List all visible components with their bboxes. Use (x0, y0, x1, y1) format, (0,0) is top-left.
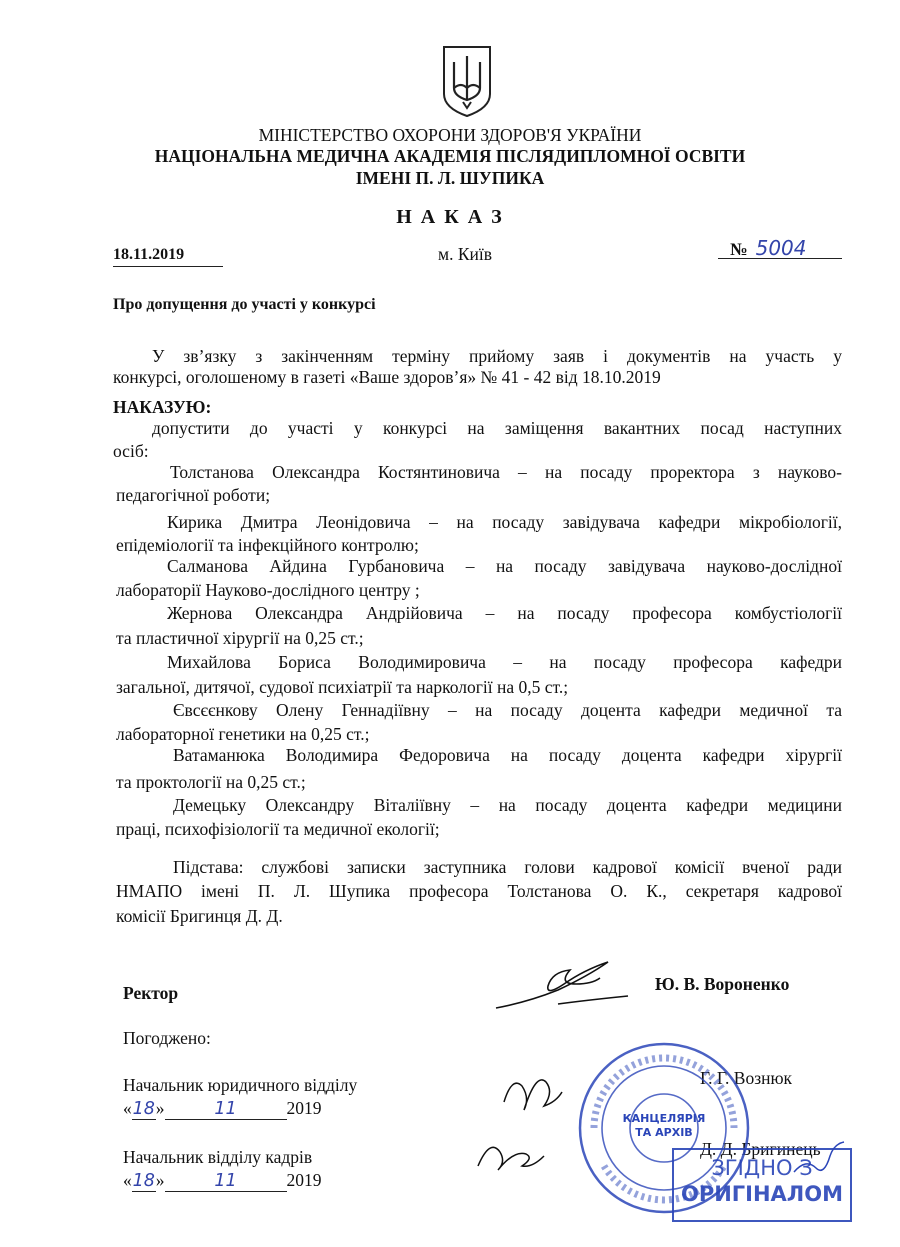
rector-signature (488, 950, 638, 1020)
candidate-line-2: епідеміології та інфекційного контролю; (116, 535, 419, 555)
candidate-line-1: Ватаманюка Володимира Федоровича на посаду доцента кафедри хірургії (173, 745, 842, 765)
candidate-line-2: праці, психофізіології та медичної екології; (116, 819, 440, 839)
hr-head-date: «18» 11 2019 (123, 1170, 322, 1191)
basis-line-3: комісії Бригинця Д. Д. (116, 906, 283, 926)
copy-stamp-signature (790, 1136, 850, 1186)
candidate-line-2: та пластичної хірургії на 0,25 ст.; (116, 628, 364, 648)
ministry-name: МІНІСТЕРСТВО ОХОРОНИ ЗДОРОВ'Я УКРАЇНИ (258, 125, 642, 145)
basis-line-2: НМАПО імені П. Л. Шупика професора Толстанова О. К., секретаря кадрової (116, 881, 842, 901)
order-word: НАКАЗУЮ: (113, 397, 212, 417)
candidate-line-2: педагогічної роботи; (116, 485, 271, 505)
copy-stamp-line-2: ОРИГІНАЛОМ (680, 1182, 844, 1206)
candidate-line-2: лабораторії Науково-дослідного центру ; (116, 580, 420, 600)
legal-head-date: «18» 11 2019 (123, 1098, 322, 1119)
intro-line-1: У зв’язку з закінченням терміну прийому заяв і документів на участь у (152, 346, 842, 366)
rector-name: Ю. В. Вороненко (655, 974, 790, 994)
admit-line-1: допустити до участі у конкурсі на заміщення вакантних посад наступних (152, 418, 842, 438)
candidate-line-1: Демецьку Олександру Віталіївну – на посаду доцента кафедри медицини (173, 795, 842, 815)
order-number-prefix: № (730, 239, 748, 259)
academy-name-line1: НАЦІОНАЛЬНА МЕДИЧНА АКАДЕМІЯ ПІСЛЯДИПЛОМНОЇ ОСВІТИ (154, 146, 746, 166)
candidate-line-1: Толстанова Олександра Костянтиновича – на посаду проректора з науково- (170, 462, 842, 482)
seal-center-line-1: КАНЦЕЛЯРІЯ (622, 1112, 706, 1125)
candidate-line-2: загальної, дитячої, судової психіатрії та наркології на 0,5 ст.; (116, 677, 569, 697)
academy-name-line2: ІМЕНІ П. Л. ШУПИКА (355, 168, 545, 188)
hr-head-signature (470, 1126, 550, 1182)
seal-center-line-2: ТА АРХІВ (635, 1126, 693, 1139)
candidate-line-2: та проктології на 0,25 ст.; (116, 772, 306, 792)
order-number-handwritten: 5004 (755, 236, 807, 260)
candidate-line-1: Михайлова Бориса Володимировича – на посаду професора кафедри (167, 652, 842, 672)
basis-line-1: Підстава: службові записки заступника голови кадрової комісії вченої ради (173, 857, 842, 877)
candidate-line-1: Кирика Дмитра Леонідовича – на посаду завідувача кафедри мікробіології, (167, 512, 842, 532)
candidate-line-2: лабораторної генетики на 0,25 ст.; (116, 724, 370, 744)
order-subject: Про допущення до участі у конкурсі (113, 296, 376, 313)
intro-line-2: конкурсі, оголошеному в газеті «Ваше здоров’я» № 41 - 42 від 18.10.2019 (113, 367, 661, 387)
hr-head-title: Начальник відділу кадрів (123, 1147, 313, 1167)
copy-stamp-line-1: ЗГІДНО З (711, 1156, 813, 1180)
legal-head-signature (498, 1062, 568, 1122)
candidate-line-1: Жернова Олександра Андрійовича – на посаду професора комбустіології (167, 603, 842, 623)
document-type: Н А К А З (396, 206, 504, 228)
legal-head-name: Г. Г. Вознюк (700, 1068, 793, 1088)
agreed-label: Погоджено: (123, 1028, 211, 1048)
order-date: 18.11.2019 (113, 246, 223, 267)
order-city: м. Київ (438, 244, 492, 264)
hr-head-name: Д. Д. Бригинець (700, 1139, 821, 1159)
candidate-line-1: Євсєєнкову Олену Геннадіївну – на посаду доцента кафедри медичної та (173, 700, 842, 720)
rector-title: Ректор (123, 983, 179, 1003)
admit-line-2: осіб: (113, 441, 149, 461)
candidate-line-1: Салманова Айдина Гурбановича – на посаду завідувача науково-дослідної (167, 556, 842, 576)
coat-of-arms-icon (441, 44, 493, 118)
legal-head-title: Начальник юридичного відділу (123, 1075, 358, 1095)
order-number-field (718, 236, 842, 259)
